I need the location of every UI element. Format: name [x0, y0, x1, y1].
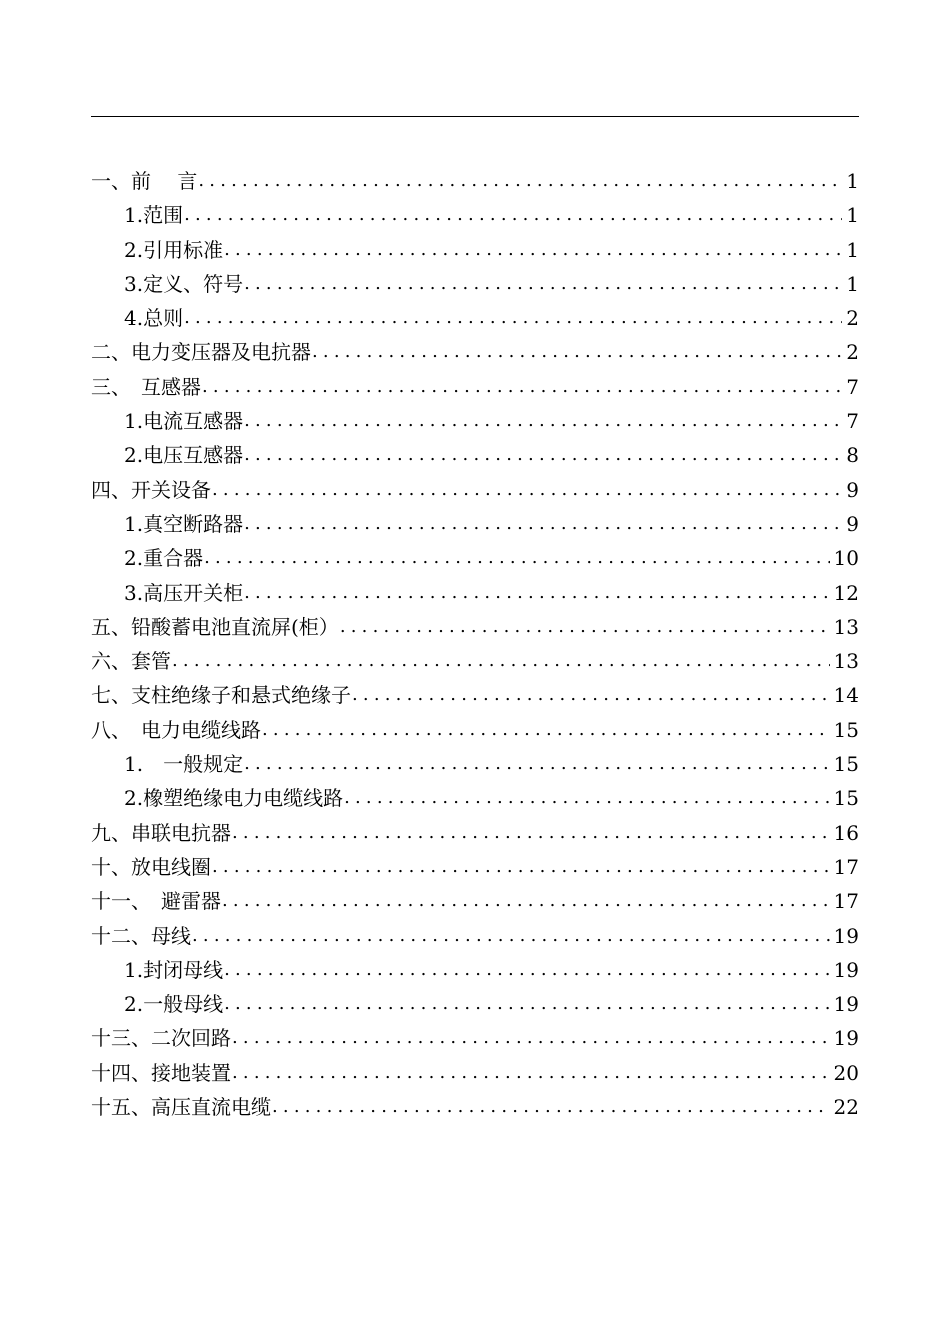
toc-entry-page: 14: [833, 683, 859, 708]
toc-entry-page: 19: [833, 1026, 859, 1051]
dot-leader: [184, 198, 842, 232]
toc-entry-title: 一、前 言: [91, 169, 198, 193]
toc-entry[interactable]: [91, 884, 859, 918]
toc-entry-title: 1.范围: [124, 203, 184, 228]
dot-leader: [212, 473, 842, 507]
dot-leader: [204, 541, 829, 575]
toc-entry-title: 四、开关设备: [91, 477, 211, 502]
dot-leader: [224, 953, 829, 987]
toc-entry-title: 1.真空断路器: [124, 511, 244, 536]
toc-entry-title: 1.封闭母线: [124, 957, 224, 982]
toc-entry-page: 19: [833, 957, 859, 982]
toc-entry-title: 3.高压开关柜: [124, 580, 244, 605]
dot-leader: [244, 747, 829, 781]
toc-entry[interactable]: [91, 576, 859, 610]
toc-entry-page: 7: [846, 374, 859, 399]
dot-leader: [232, 816, 830, 850]
toc-entry[interactable]: [91, 507, 859, 541]
toc-entry-page: 22: [833, 1095, 859, 1120]
toc-entry[interactable]: [91, 370, 859, 404]
toc-entry[interactable]: [91, 1090, 859, 1124]
toc-entry[interactable]: [91, 781, 859, 815]
dot-leader: [224, 987, 829, 1021]
toc-entry-title: 2.引用标准: [124, 237, 224, 262]
toc-entry-page: 1: [846, 203, 859, 228]
dot-leader: [244, 267, 842, 301]
toc-entry[interactable]: [91, 919, 859, 953]
toc-entry[interactable]: [91, 301, 859, 335]
toc-entry[interactable]: [91, 610, 859, 644]
toc-entry-title: 十三、二次回路: [91, 1026, 231, 1051]
table-of-contents: [91, 164, 859, 1124]
toc-entry[interactable]: [91, 747, 859, 781]
dot-leader: [244, 404, 842, 438]
toc-entry-title: 十五、高压直流电缆: [91, 1095, 271, 1120]
dot-leader: [222, 884, 830, 918]
dot-leader: [352, 678, 830, 712]
dot-leader: [340, 610, 830, 644]
toc-entry-title: 二、电力变压器及电抗器: [91, 340, 311, 365]
toc-entry-title: 九、串联电抗器: [91, 820, 231, 845]
toc-entry-title: 1.电流互感器: [124, 409, 244, 434]
toc-entry-title: 2.橡塑绝缘电力电缆线路: [124, 786, 344, 811]
toc-entry[interactable]: [91, 164, 859, 198]
toc-entry[interactable]: [91, 1056, 859, 1090]
toc-entry-page: 8: [846, 443, 859, 468]
dot-leader: [272, 1090, 830, 1124]
toc-entry-title: 十、放电线圈: [91, 854, 211, 879]
dot-leader: [224, 233, 842, 267]
toc-entry-page: 9: [846, 477, 859, 502]
toc-entry-title: 十一、 避雷器: [91, 889, 221, 914]
toc-entry[interactable]: [91, 816, 859, 850]
toc-entry-page: 16: [833, 820, 859, 845]
toc-entry-page: 1: [846, 237, 859, 262]
toc-entry[interactable]: [91, 713, 859, 747]
toc-entry[interactable]: [91, 233, 859, 267]
toc-entry-page: 17: [833, 889, 859, 914]
toc-entry[interactable]: [91, 541, 859, 575]
dot-leader: [192, 919, 830, 953]
toc-entry-page: 13: [833, 614, 859, 639]
dot-leader: [232, 1021, 830, 1055]
dot-leader: [212, 850, 830, 884]
toc-entry[interactable]: [91, 1021, 859, 1055]
dot-leader: [232, 1056, 830, 1090]
toc-entry-title: 五、铅酸蓄电池直流屏(柜）: [91, 614, 339, 639]
toc-entry-title: 六、套管: [91, 649, 171, 674]
toc-entry[interactable]: [91, 404, 859, 438]
toc-entry[interactable]: [91, 473, 859, 507]
toc-entry[interactable]: [91, 644, 859, 678]
toc-entry-title: 4.总则: [124, 306, 184, 331]
toc-entry-page: 15: [833, 717, 859, 742]
toc-entry-title: 三、 互感器: [91, 374, 201, 399]
dot-leader: [198, 164, 842, 198]
toc-entry-page: 9: [846, 511, 859, 536]
toc-entry-page: 19: [833, 992, 859, 1017]
toc-entry-page: 13: [833, 649, 859, 674]
dot-leader: [344, 781, 829, 815]
toc-entry-page: 15: [833, 786, 859, 811]
toc-entry-page: 10: [833, 546, 859, 571]
toc-entry[interactable]: [91, 953, 859, 987]
toc-entry-page: 2: [846, 340, 859, 365]
dot-leader: [262, 713, 830, 747]
toc-entry-page: 1: [846, 271, 859, 296]
toc-entry-page: 19: [833, 923, 859, 948]
toc-entry-page: 1: [846, 169, 859, 193]
dot-leader: [244, 576, 829, 610]
toc-entry[interactable]: [91, 850, 859, 884]
dot-leader: [244, 438, 842, 472]
toc-entry-page: 12: [833, 580, 859, 605]
toc-entry-title: 十四、接地装置: [91, 1060, 231, 1085]
toc-entry[interactable]: [91, 438, 859, 472]
toc-entry-page: 20: [833, 1060, 859, 1085]
dot-leader: [244, 507, 842, 541]
toc-entry[interactable]: [91, 987, 859, 1021]
toc-entry-title: 七、支柱绝缘子和悬式绝缘子: [91, 683, 351, 708]
toc-entry-page: 17: [833, 854, 859, 879]
toc-entry-page: 15: [833, 752, 859, 777]
toc-entry-title: 八、 电力电缆线路: [91, 717, 261, 742]
toc-entry[interactable]: [91, 335, 859, 369]
toc-entry-title: 十二、母线: [91, 923, 191, 948]
toc-entry-title: 1. 一般规定: [124, 752, 244, 777]
toc-entry-title: 2.一般母线: [124, 992, 224, 1017]
dot-leader: [184, 301, 842, 335]
toc-entry-page: 7: [846, 409, 859, 434]
toc-entry-title: 2.重合器: [124, 546, 204, 571]
dot-leader: [312, 335, 842, 369]
toc-entry[interactable]: [91, 198, 859, 232]
toc-entry-title: 2.电压互感器: [124, 443, 244, 468]
toc-entry[interactable]: [91, 267, 859, 301]
toc-entry-title: 3.定义、符号: [124, 271, 244, 296]
dot-leader: [202, 370, 842, 404]
dot-leader: [172, 644, 830, 678]
header-rule: [91, 116, 859, 117]
toc-entry[interactable]: [91, 678, 859, 712]
toc-entry-page: 2: [846, 306, 859, 331]
